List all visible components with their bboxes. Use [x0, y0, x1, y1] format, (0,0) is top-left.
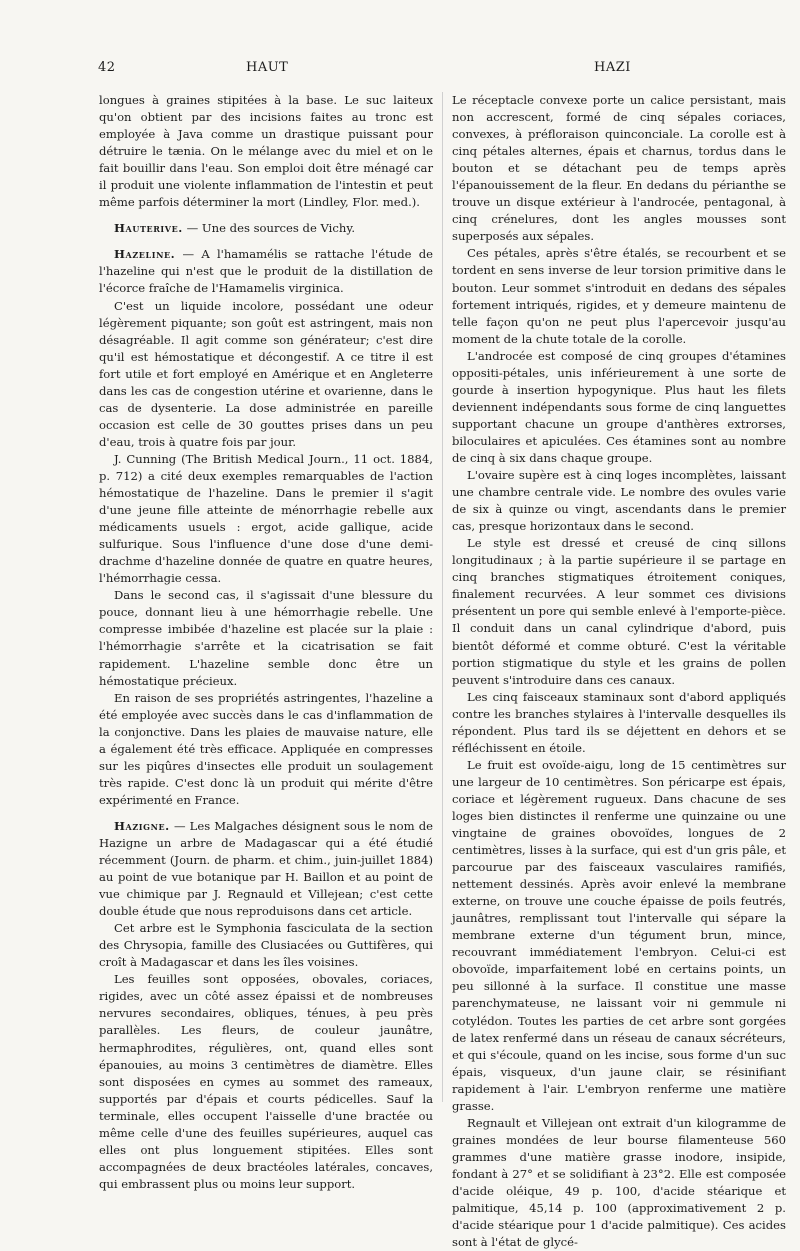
entry-text: — A l'hamamélis se rattache l'étude de l'hazeline qui n'est que le produit de la distillation de l'écorce fraîche de l'Hamamelis virginica. — [99, 247, 433, 296]
continued-paragraph — [99, 92, 433, 211]
paragraph-text: Regnault et Villejean ont extrait d'un kilogramme de graines mondées de leur bourse filamenteuse 560 grammes d'une matière grasse inodore, insipide, fondant à 27° et se solidifiant à 23°2. Elle est composée d'acide oléique, 49 p. 100, d'acide stéarique et palmitique, 45,14 p. 100 (approximativement 2 p. d'acide stéarique pour 1 d'acide palmitique). Ces acides sont à l'état de glycé- — [452, 1115, 786, 1250]
paragraph-text: Lindley, Flor. med.). — [303, 195, 420, 210]
paragraph-text: J. Cunning (The British Medical Journ., 11 oct. 1884, p. 712) a cité deux exemples remarquables de l'action hémostatique de l'hazeline. Dans le premier il s'agit d'une jeune fille atteinte de ménorrhagie rebelle aux médicaments usuels : ergot, acide gallique, acide sulfurique. Sous l'influence d'une dose d'une demi-drachme d'hazeline donnée de quatre en quatre heures, l'hémorrhagie cessa. — [99, 451, 433, 586]
running-head-left: HAUT — [246, 60, 289, 75]
dictionary-entry — [99, 220, 433, 237]
entry-text: — Une des sources de Vichy. — [182, 221, 356, 236]
paragraph — [452, 1115, 786, 1251]
paragraph — [99, 690, 433, 809]
paragraph-text: C'est un liquide incolore, possédant une odeur légèrement piquante; son goût est astringent, mais non désagréable. Il agit comme son générateur; c'est dire qu'il est hémostatique et décongestif. A ce titre il est fort utile et fort employé en Amérique et en Angleterre dans les cas de congestion utérine et ovarienne, dans le cas de dysenterie. La dose administrée en pareille occasion est celle de 30 gouttes prises dans un peu d'eau, trois à quatre fois par jour. — [99, 298, 433, 449]
paragraph — [452, 348, 786, 467]
paragraph-text: Dans le second cas, il s'agissait d'une blessure du pouce, donnant lieu à une hémorrhagie rebelle. Une compresse imbibée d'hazeline est placée sur la plaie : l'hémorrhagie s'arrête et la cicatrisation se fait rapidement. L'hazeline semble donc être un hémostatique précieux. — [99, 588, 433, 688]
paragraph — [99, 451, 433, 587]
entry-headword: Hauterive. — [114, 221, 183, 236]
paragraph — [99, 971, 433, 1193]
entry-headword: Hazeline. — [114, 247, 176, 262]
paragraph-text: Les cinq faisceaux staminaux sont d'abord appliqués contre les branches stylaires à l'intervalle desquelles ils répondent. Plus tard ils se déjettent en dehors et se réfléchissent en étoile. — [452, 689, 786, 755]
entry-headword: Hazigne. — [114, 818, 170, 833]
paragraph — [99, 587, 433, 689]
dictionary-entry — [99, 246, 433, 297]
paragraph — [99, 920, 433, 971]
running-head-right: HAZI — [594, 60, 631, 75]
running-header — [0, 60, 800, 80]
paragraph-text: Le style est dressé et creusé de cinq sillons longitudinaux ; à la partie supérieure il se partage en cinq branches stigmatiques étroitement coniques, finalement recurvées. A leur sommet ces divisions présentent un pore qui semble enlevé à l'emporte-pièce. Il conduit dans un canal cylindrique d'abord, puis bientôt déformé et comme obturé. C'est la véritable portion stigmatique du style et les grains de pollen peuvent s'introduire dans ces canaux. — [452, 536, 786, 687]
paragraph-text: L'ovaire supère est à cinq loges incomplètes, laissant une chambre centrale vide. Le nombre des ovules varie de six à quinze ou vingt, ascendants dans le premier cas, presque horizontaux dans le second. — [452, 468, 786, 534]
paragraph — [452, 689, 786, 757]
paragraph-text: Le fruit est ovoïde-aigu, long de 15 centimètres sur une largeur de 10 centimètres. Son péricarpe est épais, coriace et légèrement rugueux. Dans chacune de ses loges bien distinctes il renferme une quinzaine ou une vingtaine de graines obovoïdes, longues de 2 centimètres, lisses à la surface, qui est d'un gris pâle, et parcourue par des faisceaux vasculaires ramifiés, nettement dessinés. Après avoir enlevé la membrane externe, on trouve une couche épaisse de poils feutrés, jaunâtres, remplissant tout l'intervalle qui sépare la membrane externe d'un tégument brun, mince, recouvrant immédiatement l'embryon. Celui-ci est obovoïde, imparfaitement lobé en certains points, un peu sillonné à la surface. Il constitue une masse parenchymateuse, ne laissant voir ni gemmule ni cotylédon. Toutes les parties de cet arbre sont gorgées de latex renfermé dans un réseau de canaux sécréteurs, et qui s'écoule, quand on les incise, sous forme d'un suc épais, visqueux, d'un jaune clair, se résinifiant rapidement à l'air. L'embryon renferme une matière grasse. — [452, 757, 786, 1113]
paragraph — [452, 535, 786, 688]
left-column — [99, 92, 433, 1193]
entry-text: — Les Malgaches désignent sous le nom de Hazigne un arbre de Madagascar qui a été étudié récemment (Journ. de pharm. et chim., juin-juillet 1884) au point de vue botanique par H. Baillon et au point de vue chimique par J. Regnauld et Villejean; c'est cette double étude que nous reproduisons dans cet article. — [99, 818, 433, 919]
paragraph-text: Le réceptacle convexe porte un calice persistant, mais non accrescent, formé de cinq sépales coriaces, convexes, à préfloraison quinconciale. La corolle est à cinq pétales alternes, épais et charnus, tordus dans le bouton et se détachant peu de temps après l'épanouissement de la fleur. En dedans du périanthe se trouve un disque extérieur à l'androcée, pentagonal, à cinq crénelures, dont les angles mousses sont superposés aux sépales. — [452, 93, 786, 244]
paragraph-text: L'androcée est composé de cinq groupes d'étamines oppositi-pétales, unis inférieurement à une sorte de gourde à insertion hypogynique. Plus haut les filets deviennent indépendants sous forme de cinq languettes supportant chacune un groupe d'anthères extrorses, biloculaires et apiculées. Ces étamines sont au nombre de cinq à six dans chaque groupe. — [452, 348, 786, 465]
paragraph-text: Cet arbre est le Symphonia fasciculata de la section des Chrysopia, famille des Clusiacées ou Guttifères, qui croît à Madagascar et dans les îles voisines. — [99, 921, 433, 970]
paragraph — [452, 467, 786, 535]
dictionary-entry — [99, 818, 433, 920]
right-column — [452, 92, 786, 1251]
page-number: 42 — [98, 60, 116, 75]
paragraph — [452, 757, 786, 1115]
paragraph — [99, 298, 433, 451]
paragraph — [452, 245, 786, 347]
column-rule — [442, 92, 443, 1102]
paragraph-text: En raison de ses propriétés astringentes, l'hazeline a été employée avec succès dans le cas d'inflammation de la conjonctive. Dans les plaies de mauvaise nature, elle a également été très efficace. Appliquée en compresses sur les piqûres d'insectes elle produit un soulagement très rapide. C'est donc là un produit qui mérite d'être expérimenté en France. — [99, 690, 433, 807]
paragraph-text: Ces pétales, après s'être étalés, se recourbent et se tordent en sens inverse de leur torsion primitive dans le bouton. Leur sommet s'introduit en dedans des sépales fortement intriqués, rigides, et y demeure maintenu de telle façon qu'on ne peut plus l'apercevoir jusqu'au moment de la chute totale de la corolle. — [452, 246, 786, 346]
paragraph-text: longues à graines stipitées à la base. Le suc laiteux qu'on obtient par des incisions faites au tronc est employée à Java comme un drastique puissant pour détruire le tænia. On le mélange avec du miel et on le fait bouillir dans l'eau. Son emploi doit être ménagé car il produit une violente inflammation de l'intestin et peut même parfois déterminer la mort ( — [99, 93, 433, 210]
paragraph-text: Les feuilles sont opposées, obovales, coriaces, rigides, avec un côté assez épaissi et de nombreuses nervures secondaires, obliques, ténues, à peu près parallèles. Les fleurs, de couleur jaunâtre, hermaphrodites, régulières, ont, quand elles sont épanouies, au moins 3 centimètres de diamètre. Elles sont disposées en cymes au sommet des rameaux, supportés par d'épais et courts pédicelles. Sauf la terminale, elles occupent l'aisselle d'une bractée ou même celle d'une des feuilles supérieures, auquel cas elles ont plus longuement stipitées. Elles sont accompagnées de deux bractéoles latérales, concaves, qui embrassent plus ou moins leur support. — [99, 972, 433, 1191]
continued-paragraph — [452, 92, 786, 245]
